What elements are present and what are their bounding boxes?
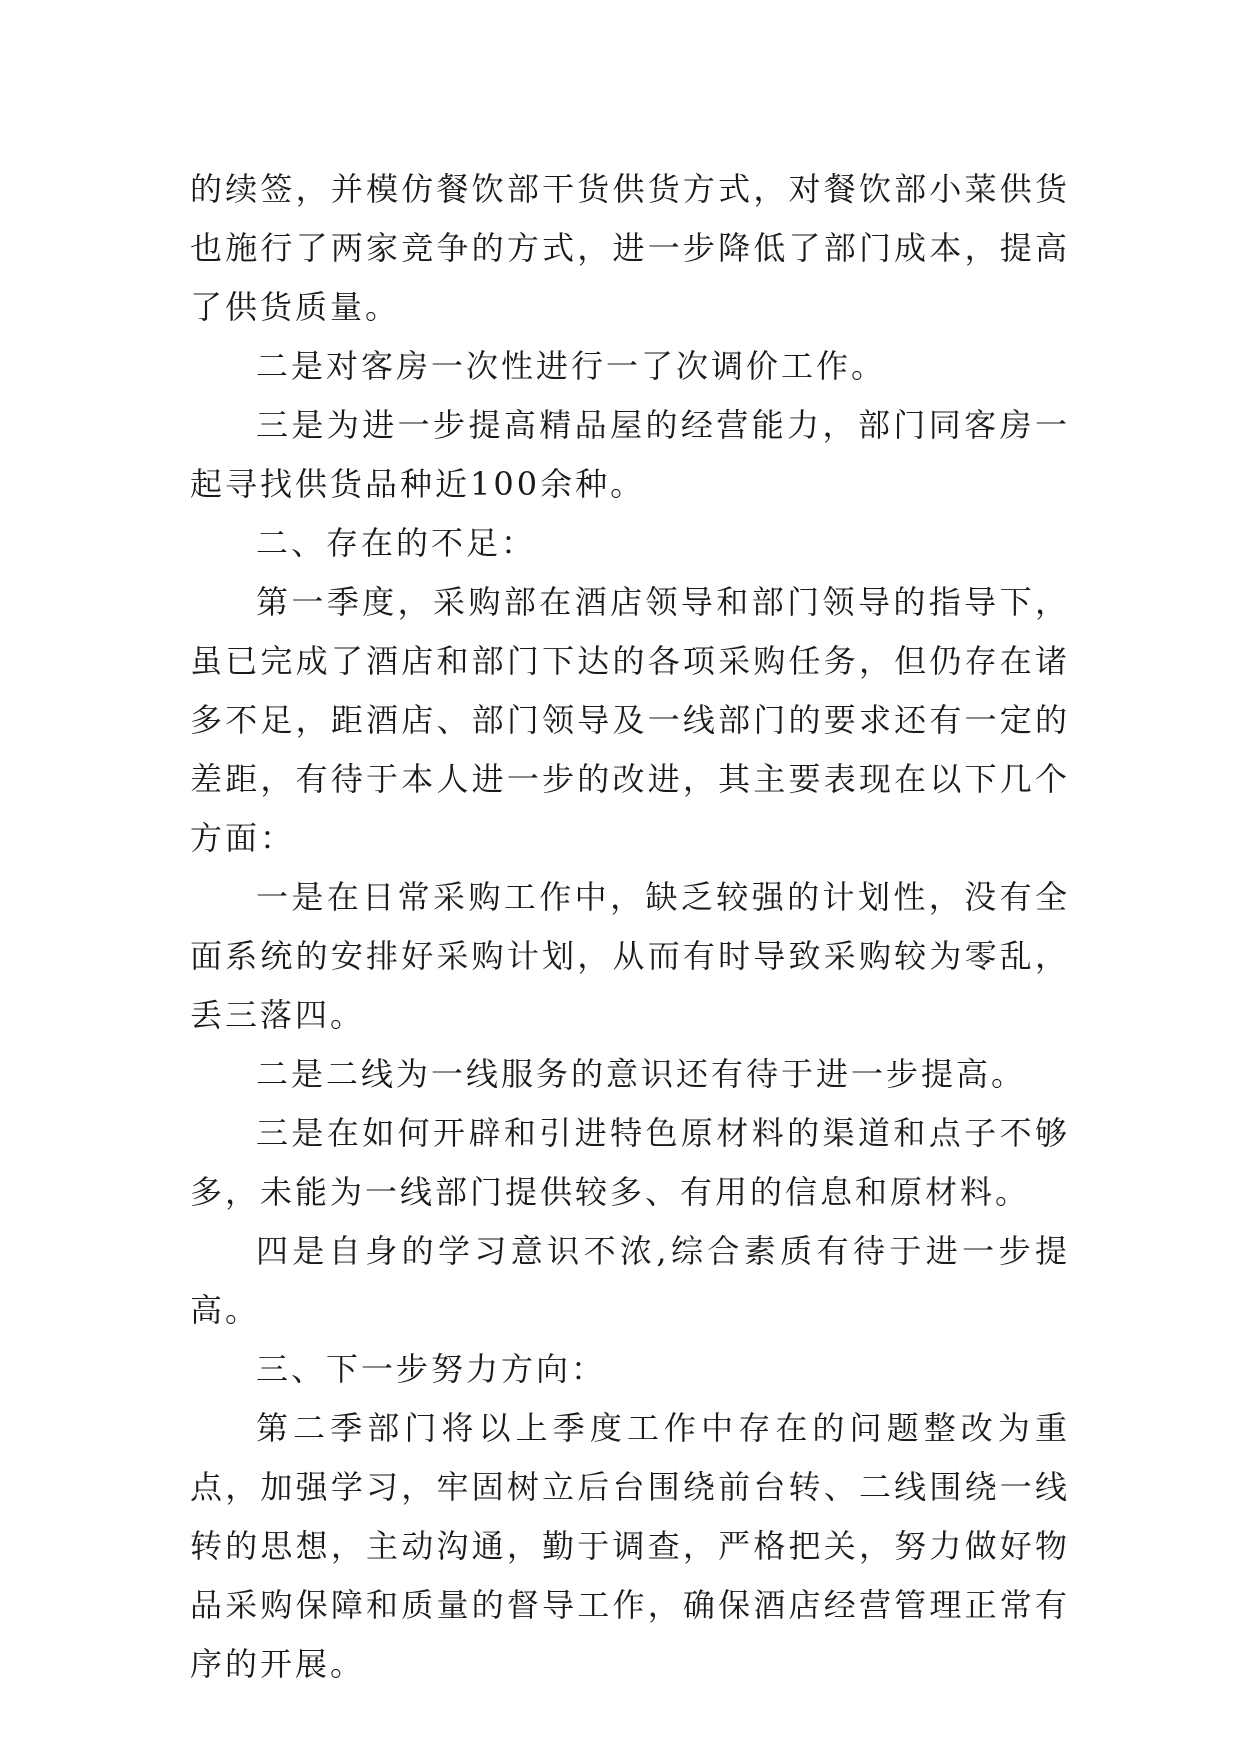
- paragraph-shortcoming-two: 二是二线为一线服务的意识还有待于进一步提高。: [256, 1055, 1027, 1093]
- paragraph-point-two: 二是对客房一次性进行一了次调价工作。: [256, 347, 887, 385]
- document-body: [190, 160, 1070, 1694]
- section-heading-next-steps: 三、下一步努力方向：: [256, 1350, 607, 1388]
- section-heading-shortcomings: 二、存在的不足：: [256, 524, 537, 562]
- paragraph-point-three: 三是为进一步提高精品屋的经营能力，部门同客房一起寻找供货品种近100余种。: [190, 406, 1070, 503]
- paragraph-continuation: 的续签，并模仿餐饮部干货供货方式，对餐饮部小菜供货也施行了两家竞争的方式，进一步降低了部门成本，提高了供货质量。: [190, 170, 1070, 326]
- paragraph-shortcomings-intro: 第一季度，采购部在酒店领导和部门领导的指导下，虽已完成了酒店和部门下达的各项采购任务，但仍存在诸多不足，距酒店、部门领导及一线部门的要求还有一定的差距，有待于本人进一步的改进，其主要表现在以下几个方面：: [190, 583, 1070, 857]
- paragraph-shortcoming-three: 三是在如何开辟和引进特色原材料的渠道和点子不够多，未能为一线部门提供较多、有用的信息和原材料。: [190, 1114, 1070, 1211]
- paragraph-shortcoming-four: 四是自身的学习意识不浓,综合素质有待于进一步提高。: [190, 1232, 1070, 1329]
- paragraph-next-steps: 第二季部门将以上季度工作中存在的问题整改为重点，加强学习，牢固树立后台围绕前台转、二线围绕一线转的思想，主动沟通，勤于调查，严格把关，努力做好物品采购保障和质量的督导工作，确保酒店经营管理正常有序的开展。: [190, 1409, 1070, 1683]
- paragraph-shortcoming-one: 一是在日常采购工作中，缺乏较强的计划性，没有全面系统的安排好采购计划，从而有时导致采购较为零乱，丢三落四。: [190, 878, 1070, 1034]
